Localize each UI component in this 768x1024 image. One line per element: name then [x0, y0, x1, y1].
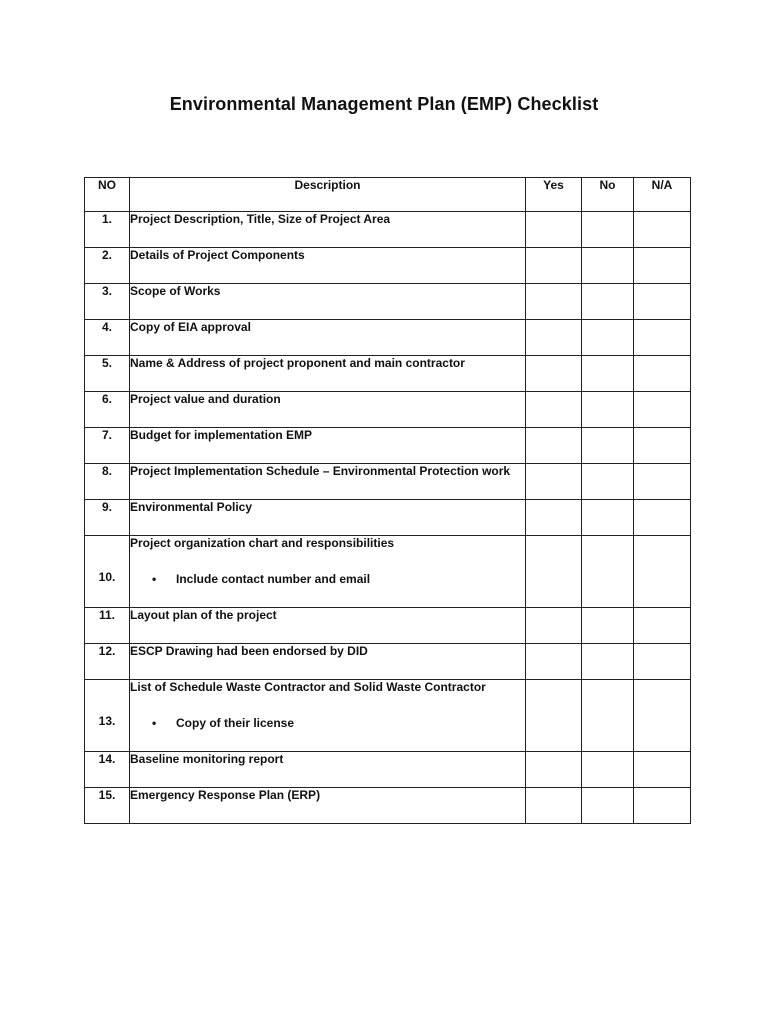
- yes-checkbox-cell[interactable]: [526, 464, 582, 500]
- na-checkbox-cell[interactable]: [634, 536, 691, 608]
- page-title: Environmental Management Plan (EMP) Checklist: [169, 94, 599, 114]
- yes-checkbox-cell[interactable]: [526, 644, 582, 680]
- yes-checkbox-cell[interactable]: [526, 536, 582, 608]
- row-number: 1.: [85, 212, 130, 248]
- row-description: Copy of EIA approval: [130, 320, 526, 356]
- yes-checkbox-cell[interactable]: [526, 752, 582, 788]
- row-number: 15.: [85, 788, 130, 824]
- row-description: List of Schedule Waste Contractor and Solid Waste Contractor: [130, 680, 486, 694]
- no-checkbox-cell[interactable]: [582, 788, 634, 824]
- header-no-answer: No: [582, 178, 634, 212]
- yes-checkbox-cell[interactable]: [526, 680, 582, 752]
- row-number: 9.: [85, 500, 130, 536]
- bullet-icon: •: [152, 716, 157, 730]
- row-number: 3.: [85, 284, 130, 320]
- table-row: [85, 644, 691, 680]
- row-description: Project organization chart and responsibilities: [130, 536, 395, 550]
- row-description: Details of Project Components: [130, 248, 526, 284]
- na-checkbox-cell[interactable]: [634, 500, 691, 536]
- na-checkbox-cell[interactable]: [634, 428, 691, 464]
- emp-checklist-table: [84, 177, 691, 824]
- row-number: 10.: [85, 536, 130, 608]
- na-checkbox-cell[interactable]: [634, 788, 691, 824]
- row-number: 8.: [85, 464, 130, 500]
- no-checkbox-cell[interactable]: [582, 536, 634, 608]
- table-row: [85, 320, 691, 356]
- table-row: [85, 680, 691, 752]
- no-checkbox-cell[interactable]: [582, 464, 634, 500]
- table-row: [85, 752, 691, 788]
- table-row: [85, 464, 691, 500]
- yes-checkbox-cell[interactable]: [526, 248, 582, 284]
- no-checkbox-cell[interactable]: [582, 356, 634, 392]
- table-row: [85, 428, 691, 464]
- row-description: Layout plan of the project: [130, 608, 526, 644]
- na-checkbox-cell[interactable]: [634, 212, 691, 248]
- row-number: 5.: [85, 356, 130, 392]
- table-row: [85, 212, 691, 248]
- row-description: Scope of Works: [130, 284, 526, 320]
- table-row: [85, 356, 691, 392]
- no-checkbox-cell[interactable]: [582, 500, 634, 536]
- header-na: N/A: [634, 178, 691, 212]
- yes-checkbox-cell[interactable]: [526, 356, 582, 392]
- row-description: Budget for implementation EMP: [130, 428, 526, 464]
- table-row: [85, 392, 691, 428]
- na-checkbox-cell[interactable]: [634, 392, 691, 428]
- no-checkbox-cell[interactable]: [582, 680, 634, 752]
- bullet-icon: •: [152, 572, 157, 586]
- row-description: Project Description, Title, Size of Project Area: [130, 212, 526, 248]
- na-checkbox-cell[interactable]: [634, 320, 691, 356]
- row-description-cell: [130, 680, 526, 752]
- row-number: 13.: [85, 680, 130, 752]
- no-checkbox-cell[interactable]: [582, 608, 634, 644]
- table-row: [85, 788, 691, 824]
- bullet-text: Include contact number and email: [176, 572, 371, 586]
- yes-checkbox-cell[interactable]: [526, 788, 582, 824]
- row-description: Project value and duration: [130, 392, 526, 428]
- table-row: [85, 284, 691, 320]
- row-description: ESCP Drawing had been endorsed by DID: [130, 644, 526, 680]
- yes-checkbox-cell[interactable]: [526, 500, 582, 536]
- row-number: 14.: [85, 752, 130, 788]
- yes-checkbox-cell[interactable]: [526, 392, 582, 428]
- no-checkbox-cell[interactable]: [582, 248, 634, 284]
- na-checkbox-cell[interactable]: [634, 752, 691, 788]
- row-description-cell: [130, 536, 526, 608]
- row-number: 2.: [85, 248, 130, 284]
- table-body: [85, 212, 691, 824]
- na-checkbox-cell[interactable]: [634, 608, 691, 644]
- no-checkbox-cell[interactable]: [582, 284, 634, 320]
- row-description: Baseline monitoring report: [130, 752, 526, 788]
- no-checkbox-cell[interactable]: [582, 212, 634, 248]
- na-checkbox-cell[interactable]: [634, 248, 691, 284]
- row-number: 4.: [85, 320, 130, 356]
- row-number: 12.: [85, 644, 130, 680]
- yes-checkbox-cell[interactable]: [526, 284, 582, 320]
- na-checkbox-cell[interactable]: [634, 356, 691, 392]
- header-yes: Yes: [526, 178, 582, 212]
- no-checkbox-cell[interactable]: [582, 392, 634, 428]
- na-checkbox-cell[interactable]: [634, 284, 691, 320]
- table-row: [85, 608, 691, 644]
- header-no: NO: [85, 178, 130, 212]
- bullet-text: Copy of their license: [176, 716, 295, 730]
- yes-checkbox-cell[interactable]: [526, 608, 582, 644]
- row-description: Project Implementation Schedule – Environmental Protection work: [130, 464, 526, 500]
- na-checkbox-cell[interactable]: [634, 680, 691, 752]
- no-checkbox-cell[interactable]: [582, 752, 634, 788]
- table-header-row: [85, 178, 691, 212]
- no-checkbox-cell[interactable]: [582, 644, 634, 680]
- row-number: 11.: [85, 608, 130, 644]
- table-row: [85, 500, 691, 536]
- no-checkbox-cell[interactable]: [582, 320, 634, 356]
- row-description: Name & Address of project proponent and main contractor: [130, 356, 526, 392]
- row-number: 7.: [85, 428, 130, 464]
- header-description: Description: [130, 178, 526, 212]
- na-checkbox-cell[interactable]: [634, 464, 691, 500]
- yes-checkbox-cell[interactable]: [526, 320, 582, 356]
- bullet-item: [130, 716, 525, 730]
- table-row: [85, 536, 691, 608]
- bullet-item: [130, 572, 525, 586]
- yes-checkbox-cell[interactable]: [526, 428, 582, 464]
- row-description: Emergency Response Plan (ERP): [130, 788, 526, 824]
- row-number: 6.: [85, 392, 130, 428]
- yes-checkbox-cell[interactable]: [526, 212, 582, 248]
- no-checkbox-cell[interactable]: [582, 428, 634, 464]
- na-checkbox-cell[interactable]: [634, 644, 691, 680]
- table-row: [85, 248, 691, 284]
- row-description: Environmental Policy: [130, 500, 526, 536]
